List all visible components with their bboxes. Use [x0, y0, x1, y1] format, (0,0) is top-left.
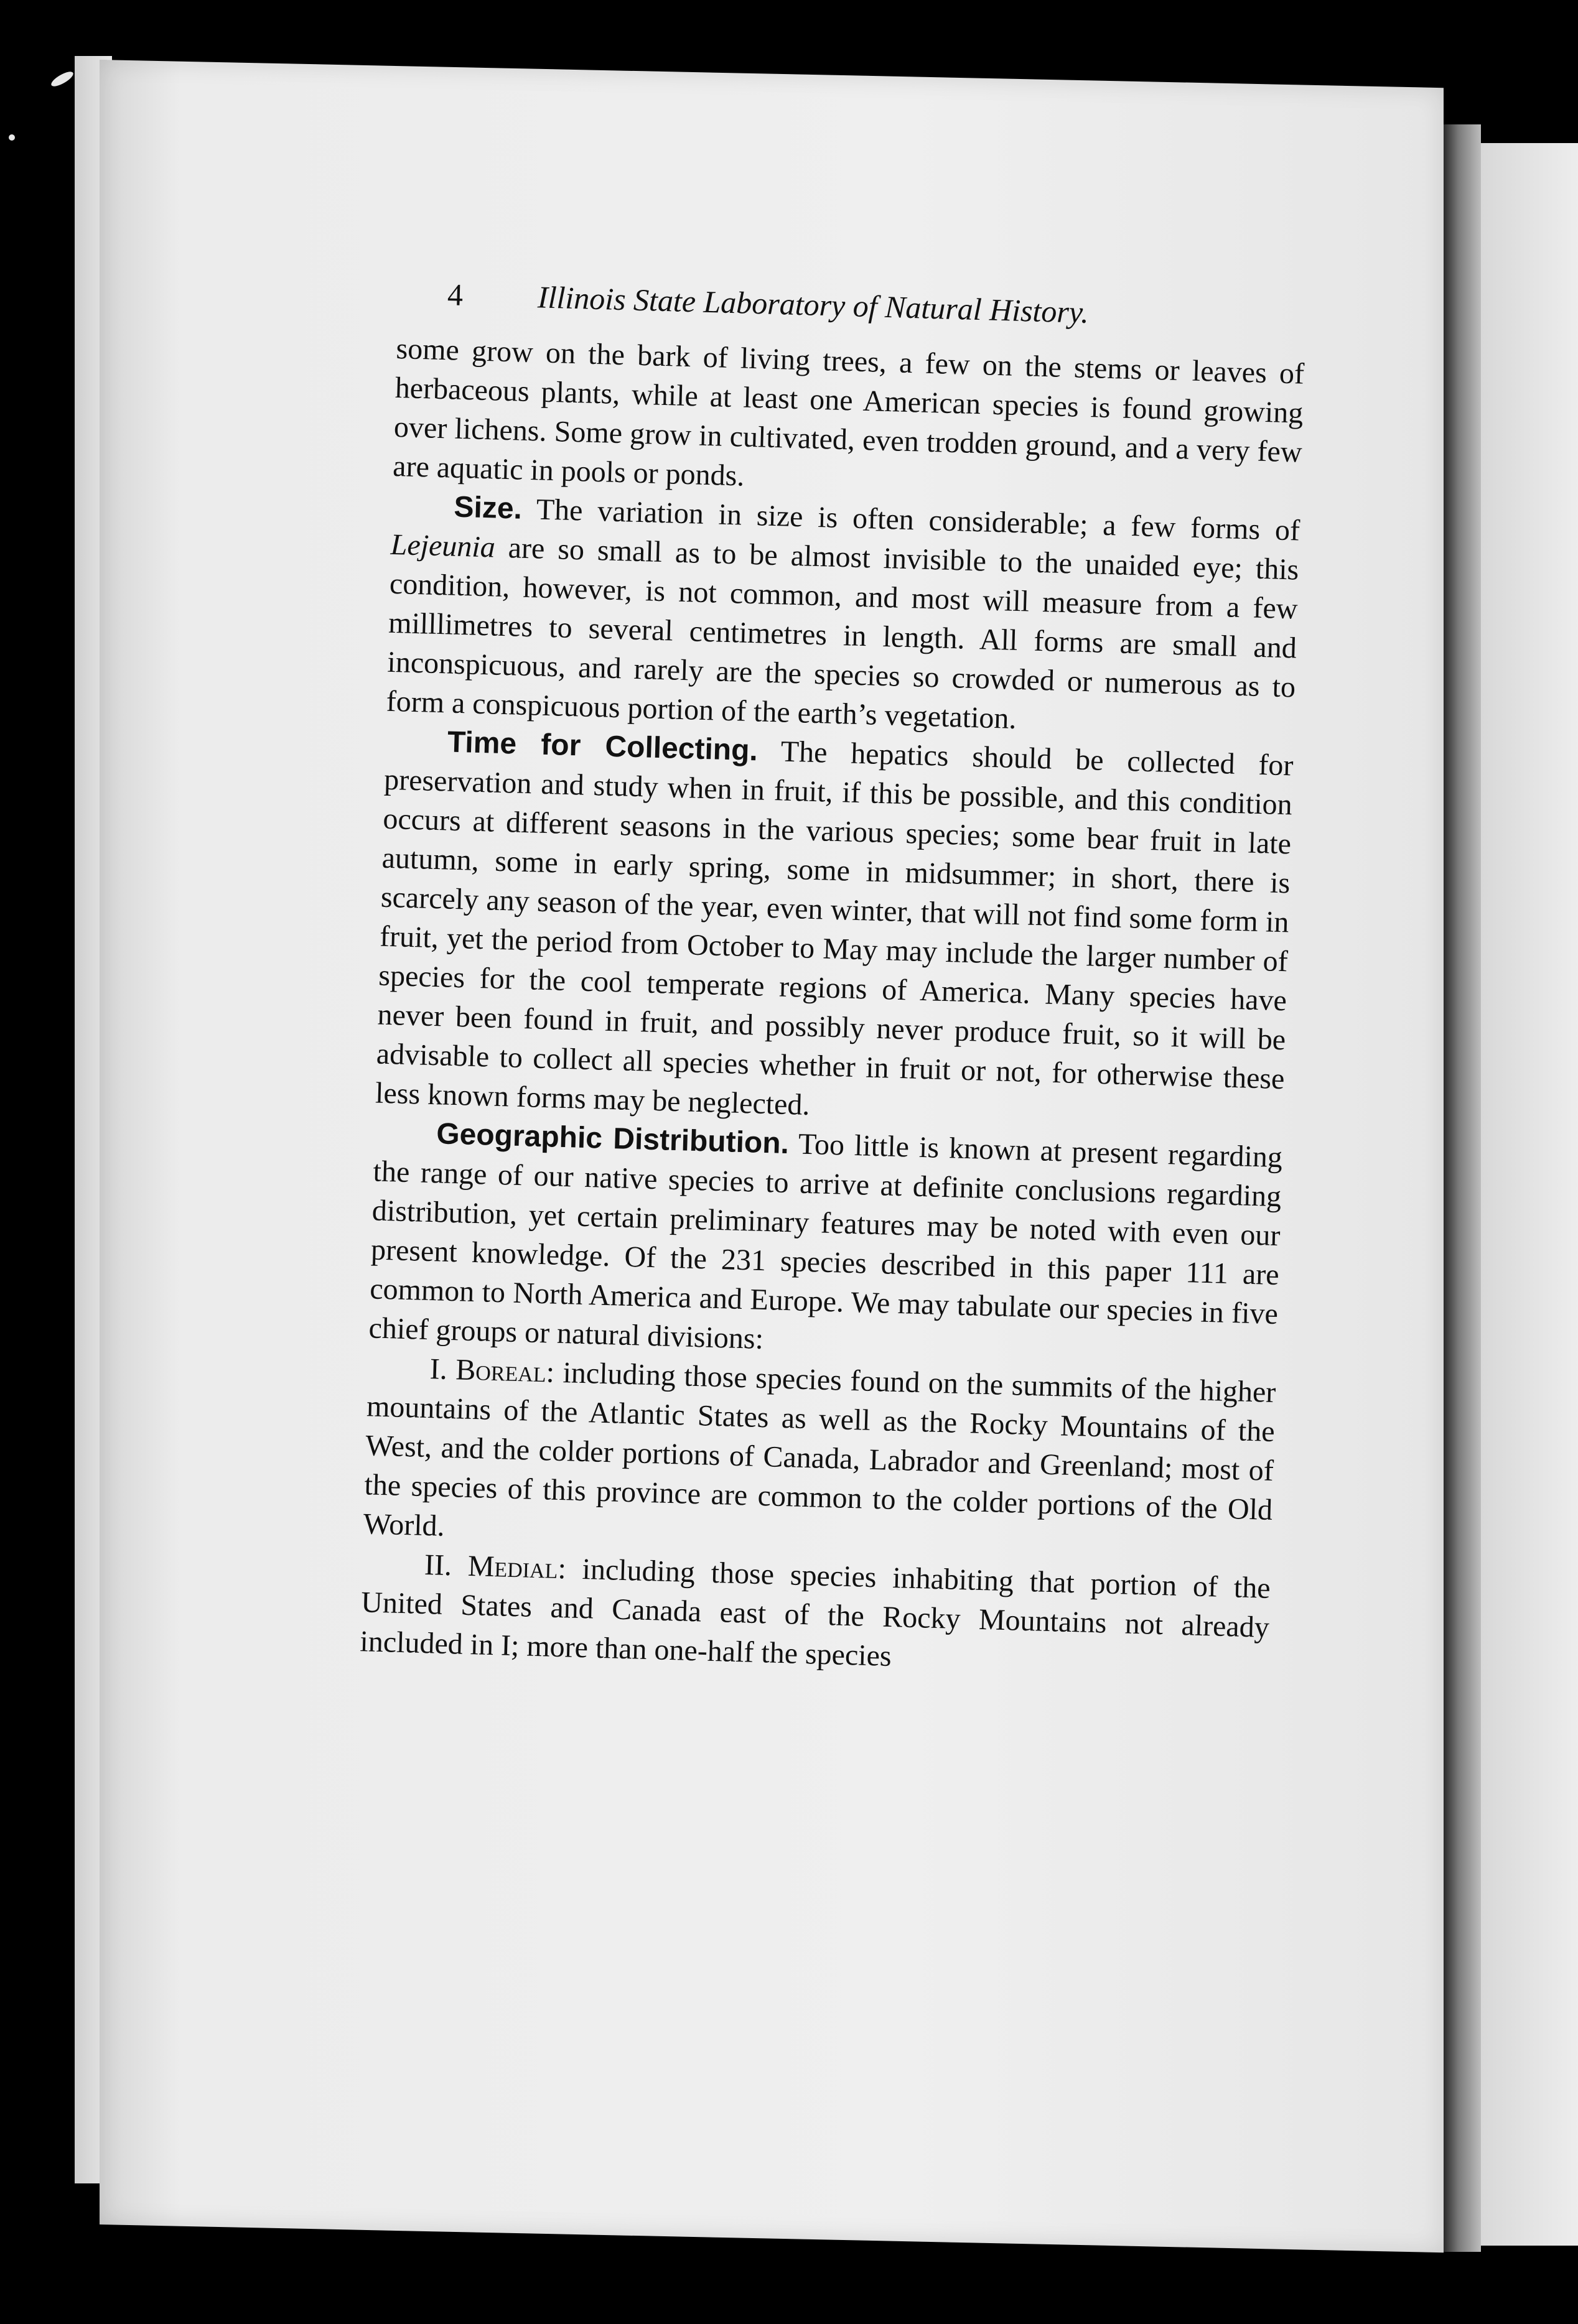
- intro-paragraph: some grow on the bark of living trees, a few on the stems or leaves of herbaceous plants, while at least one American species is found growing over lichens. Some grow in cultivated, even trodden ground, and a very few are aquatic in pools or ponds.: [392, 332, 1305, 493]
- collecting-text: The hepatics should be collected for preservation and study when in fruit, if this be possible, and this condition occurs at different seasons in the various species; some bear fruit in late autumn, some in early spring, some in midsummer; in short, there is scarcely any season of the year, even winter, that will not find some form in fruit, yet the period from October to May may include the larger number of species for the cool temperate regions of America. Many species have never been found in fruit, and possibly never produce fruit, so it will be advisable to collect all species whether in fruit or not, for otherwise these less known forms may be neglected.: [375, 735, 1294, 1122]
- facing-page-edge: [1481, 143, 1578, 2246]
- book-gutter: [1444, 124, 1481, 2252]
- collecting-paragraph: [375, 721, 1294, 1138]
- division-boreal: [363, 1347, 1276, 1569]
- page-text: [360, 274, 1307, 1686]
- size-text-after: are so small as to be almost invisible to the unaided eye; this condition, however, is not common, and most will measure from a few milllimetres to several centimetres in length. All forms are small and inconspicuous, and rarely are the species so crowded or numerous as to form a conspicuous portion of the earth’s vegetation.: [386, 531, 1300, 736]
- division-text: : including those species found on the summits of the higher mountains of the Atlantic States as well as the Rocky Mountains of the West, and the colder portions of Canada, Labrador and Greenland; most of the species of this province are common to the colder portions of the Old World.: [363, 1355, 1277, 1543]
- genus-name: Lejeunia: [390, 528, 496, 564]
- division-name: Boreal: [455, 1353, 547, 1389]
- division-numeral: II.: [424, 1548, 452, 1583]
- distribution-heading: Geographic Distribution.: [436, 1117, 790, 1161]
- size-heading: Size.: [453, 490, 523, 526]
- division-numeral: I.: [429, 1352, 448, 1386]
- film-speck: [49, 69, 75, 89]
- distribution-text: Too little is known at present regarding the range of our native species to arrive at definite conclusions regarding distribution, yet certain preliminary features may be noted with even our present knowledge. Of the 231 species described in this paper 111 are common to North America and Europe. We may tabulate our species in five chief groups or natural divisions:: [368, 1127, 1283, 1356]
- distribution-paragraph: [368, 1112, 1283, 1373]
- size-text-before: The variation in size is often considerable; a few forms of: [536, 493, 1300, 547]
- division-text: : including those species inhabiting that portion of the United States and Canada east of the Rocky Mountains not already included in I; more than one-half the species: [359, 1551, 1271, 1673]
- page-number: 4: [447, 277, 464, 312]
- film-speck: [9, 134, 15, 141]
- division-name: Medial: [467, 1549, 559, 1585]
- collecting-heading: Time for Collecting.: [447, 725, 759, 768]
- running-title: Illinois State Laboratory of Natural History.: [537, 279, 1090, 330]
- size-paragraph: [386, 486, 1300, 746]
